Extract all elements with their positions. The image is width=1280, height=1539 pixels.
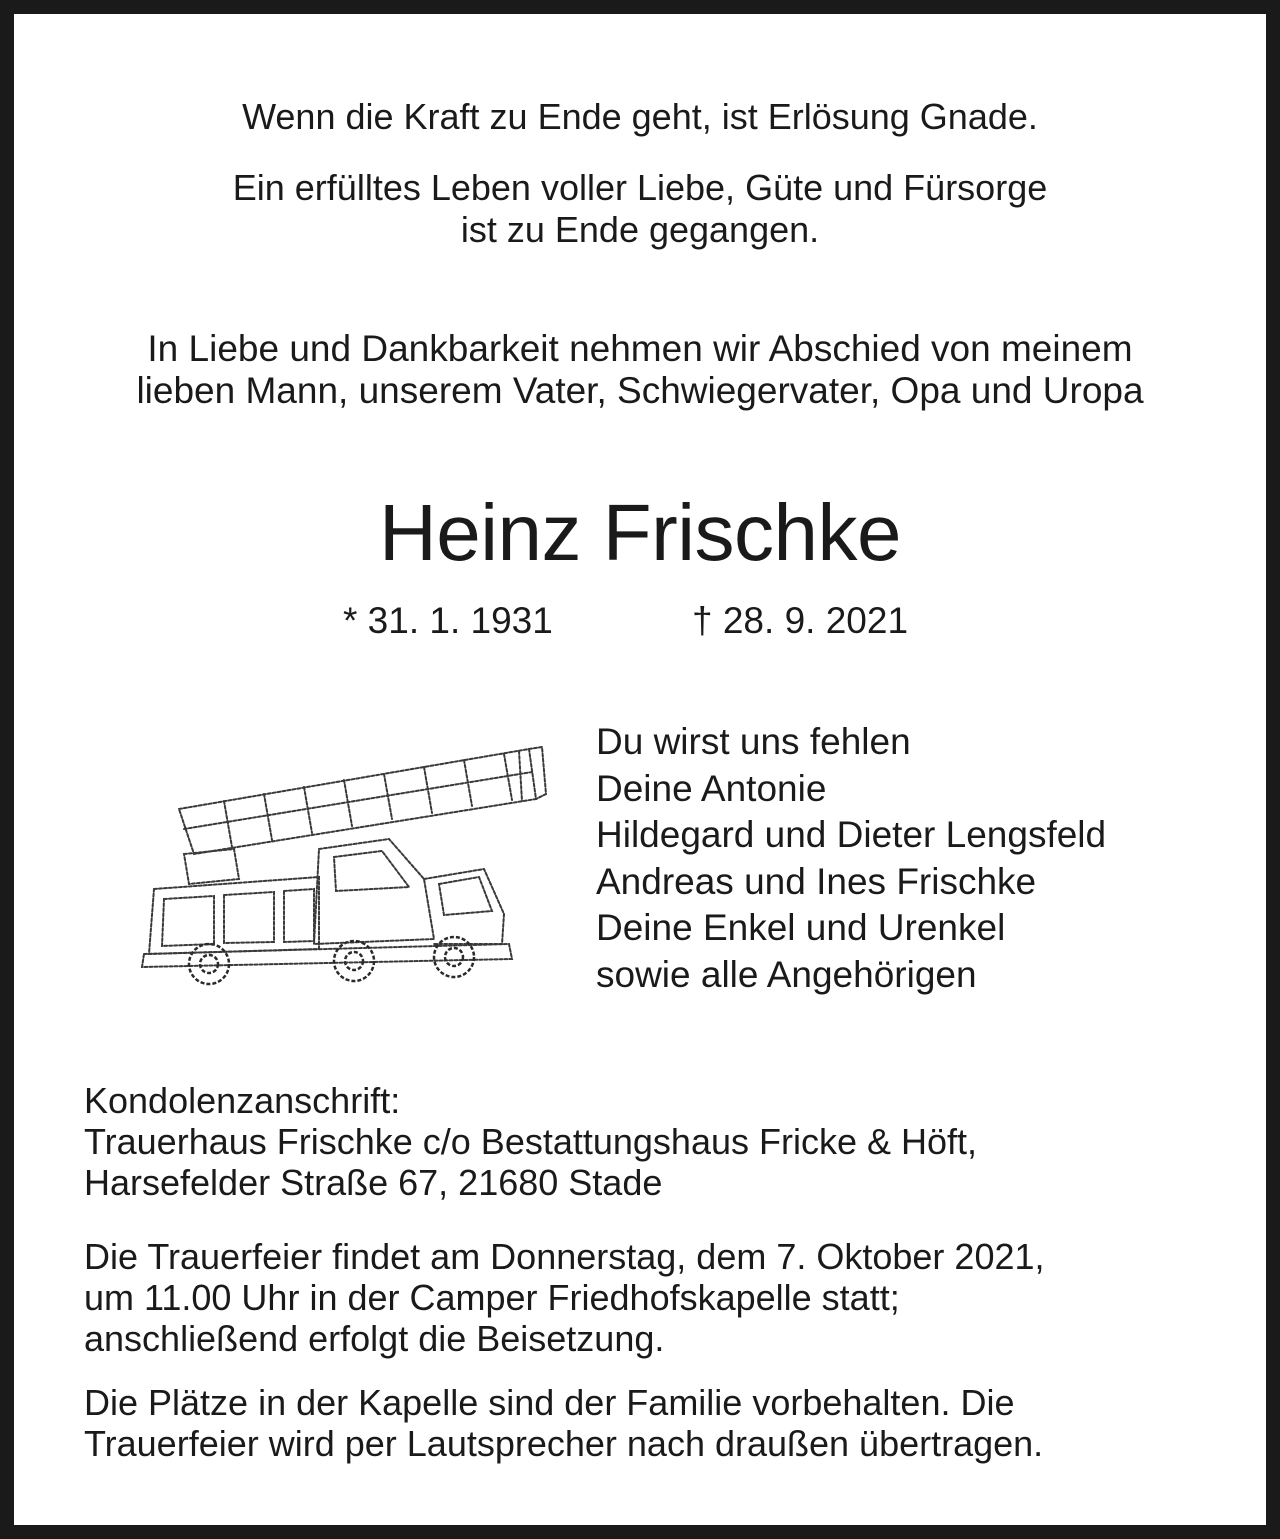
- deceased-name: Heinz Frischke: [378, 488, 902, 577]
- farewell-text: [14, 328, 1266, 412]
- quote-line: ist zu Ende gegangen.: [460, 209, 820, 250]
- mourner-line: Du wirst uns fehlen: [596, 721, 911, 762]
- mourner-line: Hildegard und Dieter Lengsfeld: [596, 814, 1107, 855]
- mourners-list: [596, 719, 1106, 998]
- life-summary: [14, 167, 1266, 251]
- service-line: Die Trauerfeier findet am Donnerstag, dem 7. Oktober 2021,: [84, 1236, 1045, 1277]
- condolence-address: Harsefelder Straße 67, 21680 Stade: [84, 1162, 663, 1203]
- condolence-block: [84, 1080, 977, 1203]
- service-line: anschließend erfolgt die Beisetzung.: [84, 1318, 665, 1359]
- service-info: [84, 1236, 1045, 1359]
- mourner-line: sowie alle Angehörigen: [596, 953, 977, 995]
- condolence-heading: Kondolenzanschrift:: [84, 1080, 401, 1121]
- condolence-address: Trauerhaus Frischke c/o Bestattungshaus Fricke & Höft,: [84, 1121, 978, 1162]
- seating-note: [84, 1382, 1043, 1464]
- mourner-line: Andreas und Ines Frischke: [596, 860, 1037, 902]
- farewell-line: lieben Mann, unserem Vater, Schwiegervater, Opa und Uropa: [136, 370, 1144, 411]
- death-date: † 28. 9. 2021: [692, 600, 909, 641]
- mourner-line: Deine Enkel und Urenkel: [596, 907, 1006, 948]
- service-line: um 11.00 Uhr in der Camper Friedhofskapelle statt;: [84, 1277, 900, 1318]
- farewell-line: In Liebe und Dankbarkeit nehmen wir Abschied von meinem: [147, 328, 1133, 369]
- mourner-line: Deine Antonie: [596, 767, 827, 809]
- seating-line: Trauerfeier wird per Lautsprecher nach draußen übertragen.: [84, 1423, 1044, 1464]
- quote-line: Ein erfülltes Leben voller Liebe, Güte und Fürsorge: [232, 167, 1048, 208]
- opening-quote: [14, 96, 1266, 138]
- birth-date: * 31. 1. 1931: [343, 600, 553, 641]
- fire-engine-icon: [124, 739, 554, 989]
- quote-line: Wenn die Kraft zu Ende geht, ist Erlösung Gnade.: [242, 96, 1038, 137]
- seating-line: Die Plätze in der Kapelle sind der Familie vorbehalten. Die: [84, 1382, 1015, 1423]
